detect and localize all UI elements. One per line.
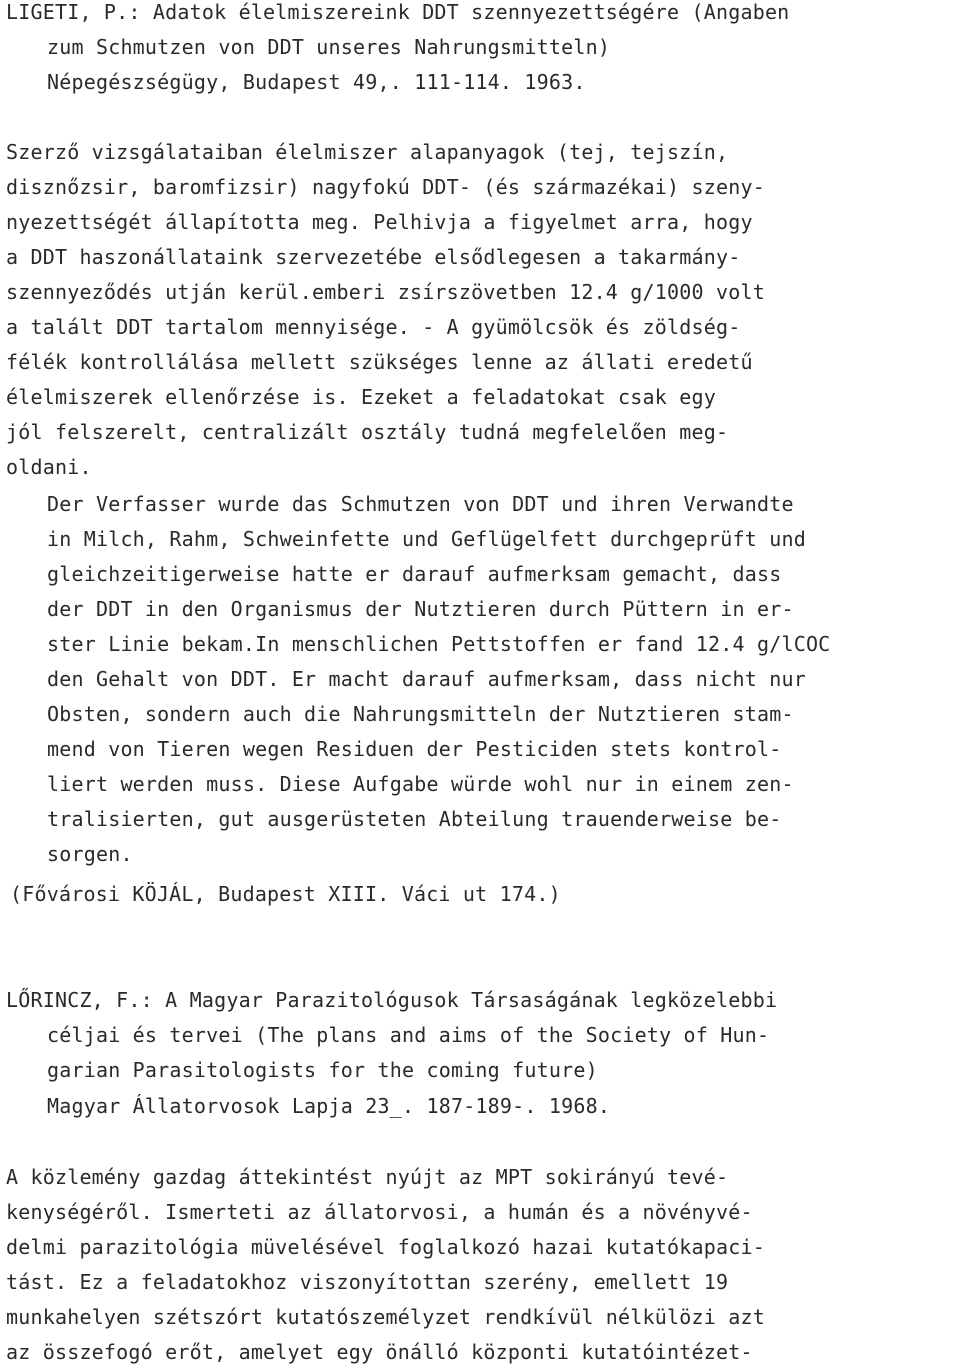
abstract-line: gleichzeitigerweise hatte er darauf aufmerksam gemacht, dass <box>47 562 782 586</box>
abstract-line: disznőzsir, baromfizsir) nagyfokú DDT- (és származékai) szeny- <box>6 175 765 199</box>
abstract-line: Der Verfasser wurde das Schmutzen von DDT und ihren Verwandte <box>47 492 794 516</box>
citation-line: Népegészségügy, Budapest 49,. 111-114. 1963. <box>47 70 586 94</box>
abstract-line: az összefogó erőt, amelyet egy önálló központi kutatóintézet- <box>6 1340 753 1364</box>
abstract-line: mend von Tieren wegen Residuen der Pesticiden stets kontrol- <box>47 737 782 761</box>
abstract-line: félék kontrollálása mellett szükséges lenne az állati eredetű <box>6 350 753 374</box>
abstract-line: Obsten, sondern auch die Nahrungsmitteln der Nutztieren stam- <box>47 702 794 726</box>
abstract-line: oldani. <box>6 455 92 479</box>
abstract-line: jól felszerelt, centralizált osztály tudná megfelelően meg- <box>6 420 729 444</box>
abstract-line: Szerző vizsgálataiban élelmiszer alapanyagok (tej, tejszín, <box>6 140 729 164</box>
citation-line: LIGETI, P.: Adatok élelmiszereink DDT szennyezettségére (Angaben <box>6 0 790 24</box>
citation-line: céljai és tervei (The plans and aims of the Society of Hun- <box>47 1023 770 1047</box>
abstract-line: A közlemény gazdag áttekintést nyújt az MPT sokirányú tevé- <box>6 1165 729 1189</box>
abstract-line: kenységéről. Ismerteti az állatorvosi, a humán és a növényvé- <box>6 1200 753 1224</box>
abstract-line: nyezettségét állapította meg. Pelhivja a figyelmet arra, hogy <box>6 210 753 234</box>
citation-line: garian Parasitologists for the coming future) <box>47 1058 598 1082</box>
abstract-line: in Milch, Rahm, Schweinfette und Geflügelfett durchgeprüft und <box>47 527 806 551</box>
abstract-line: a talált DDT tartalom mennyisége. - A gyümölcsök és zöldség- <box>6 315 741 339</box>
abstract-line: élelmiszerek ellenőrzése is. Ezeket a feladatokat csak egy <box>6 385 716 409</box>
abstract-line: a DDT haszonállataink szervezetébe elsődlegesen a takarmány- <box>6 245 741 269</box>
abstract-line: sorgen. <box>47 842 133 866</box>
abstract-line: tást. Ez a feladatokhoz viszonyítottan szerény, emellett 19 <box>6 1270 729 1294</box>
abstract-line: tralisierten, gut ausgerüsteten Abteilung trauenderweise be- <box>47 807 782 831</box>
abstract-line: delmi parazitológia müvelésével foglalkozó hazai kutatókapaci- <box>6 1235 765 1259</box>
abstract-line: liert werden muss. Diese Aufgabe würde wohl nur in einem zen- <box>47 772 794 796</box>
abstract-line: szennyeződés utján kerül.emberi zsírszövetben 12.4 g/1000 volt <box>6 280 765 304</box>
citation-line: Magyar Állatorvosok Lapja 23_. 187-189-. 1968. <box>47 1094 611 1118</box>
abstract-line: ster Linie bekam.In menschlichen Pettstoffen er fand 12.4 g/lCOC <box>47 632 831 656</box>
affiliation: (Fővárosi KÖJÁL, Budapest XIII. Váci ut 174.) <box>10 882 561 906</box>
citation-line: zum Schmutzen von DDT unseres Nahrungsmitteln) <box>47 35 611 59</box>
abstract-line: munkahelyen szétszórt kutatószemélyzet rendkívül nélkülözi azt <box>6 1305 765 1329</box>
citation-line: LŐRINCZ, F.: A Magyar Parazitológusok Társaságának legközelebbi <box>6 988 778 1012</box>
abstract-line: den Gehalt von DDT. Er macht darauf aufmerksam, dass nicht nur <box>47 667 806 691</box>
abstract-line: der DDT in den Organismus der Nutztieren durch Püttern in er- <box>47 597 794 621</box>
